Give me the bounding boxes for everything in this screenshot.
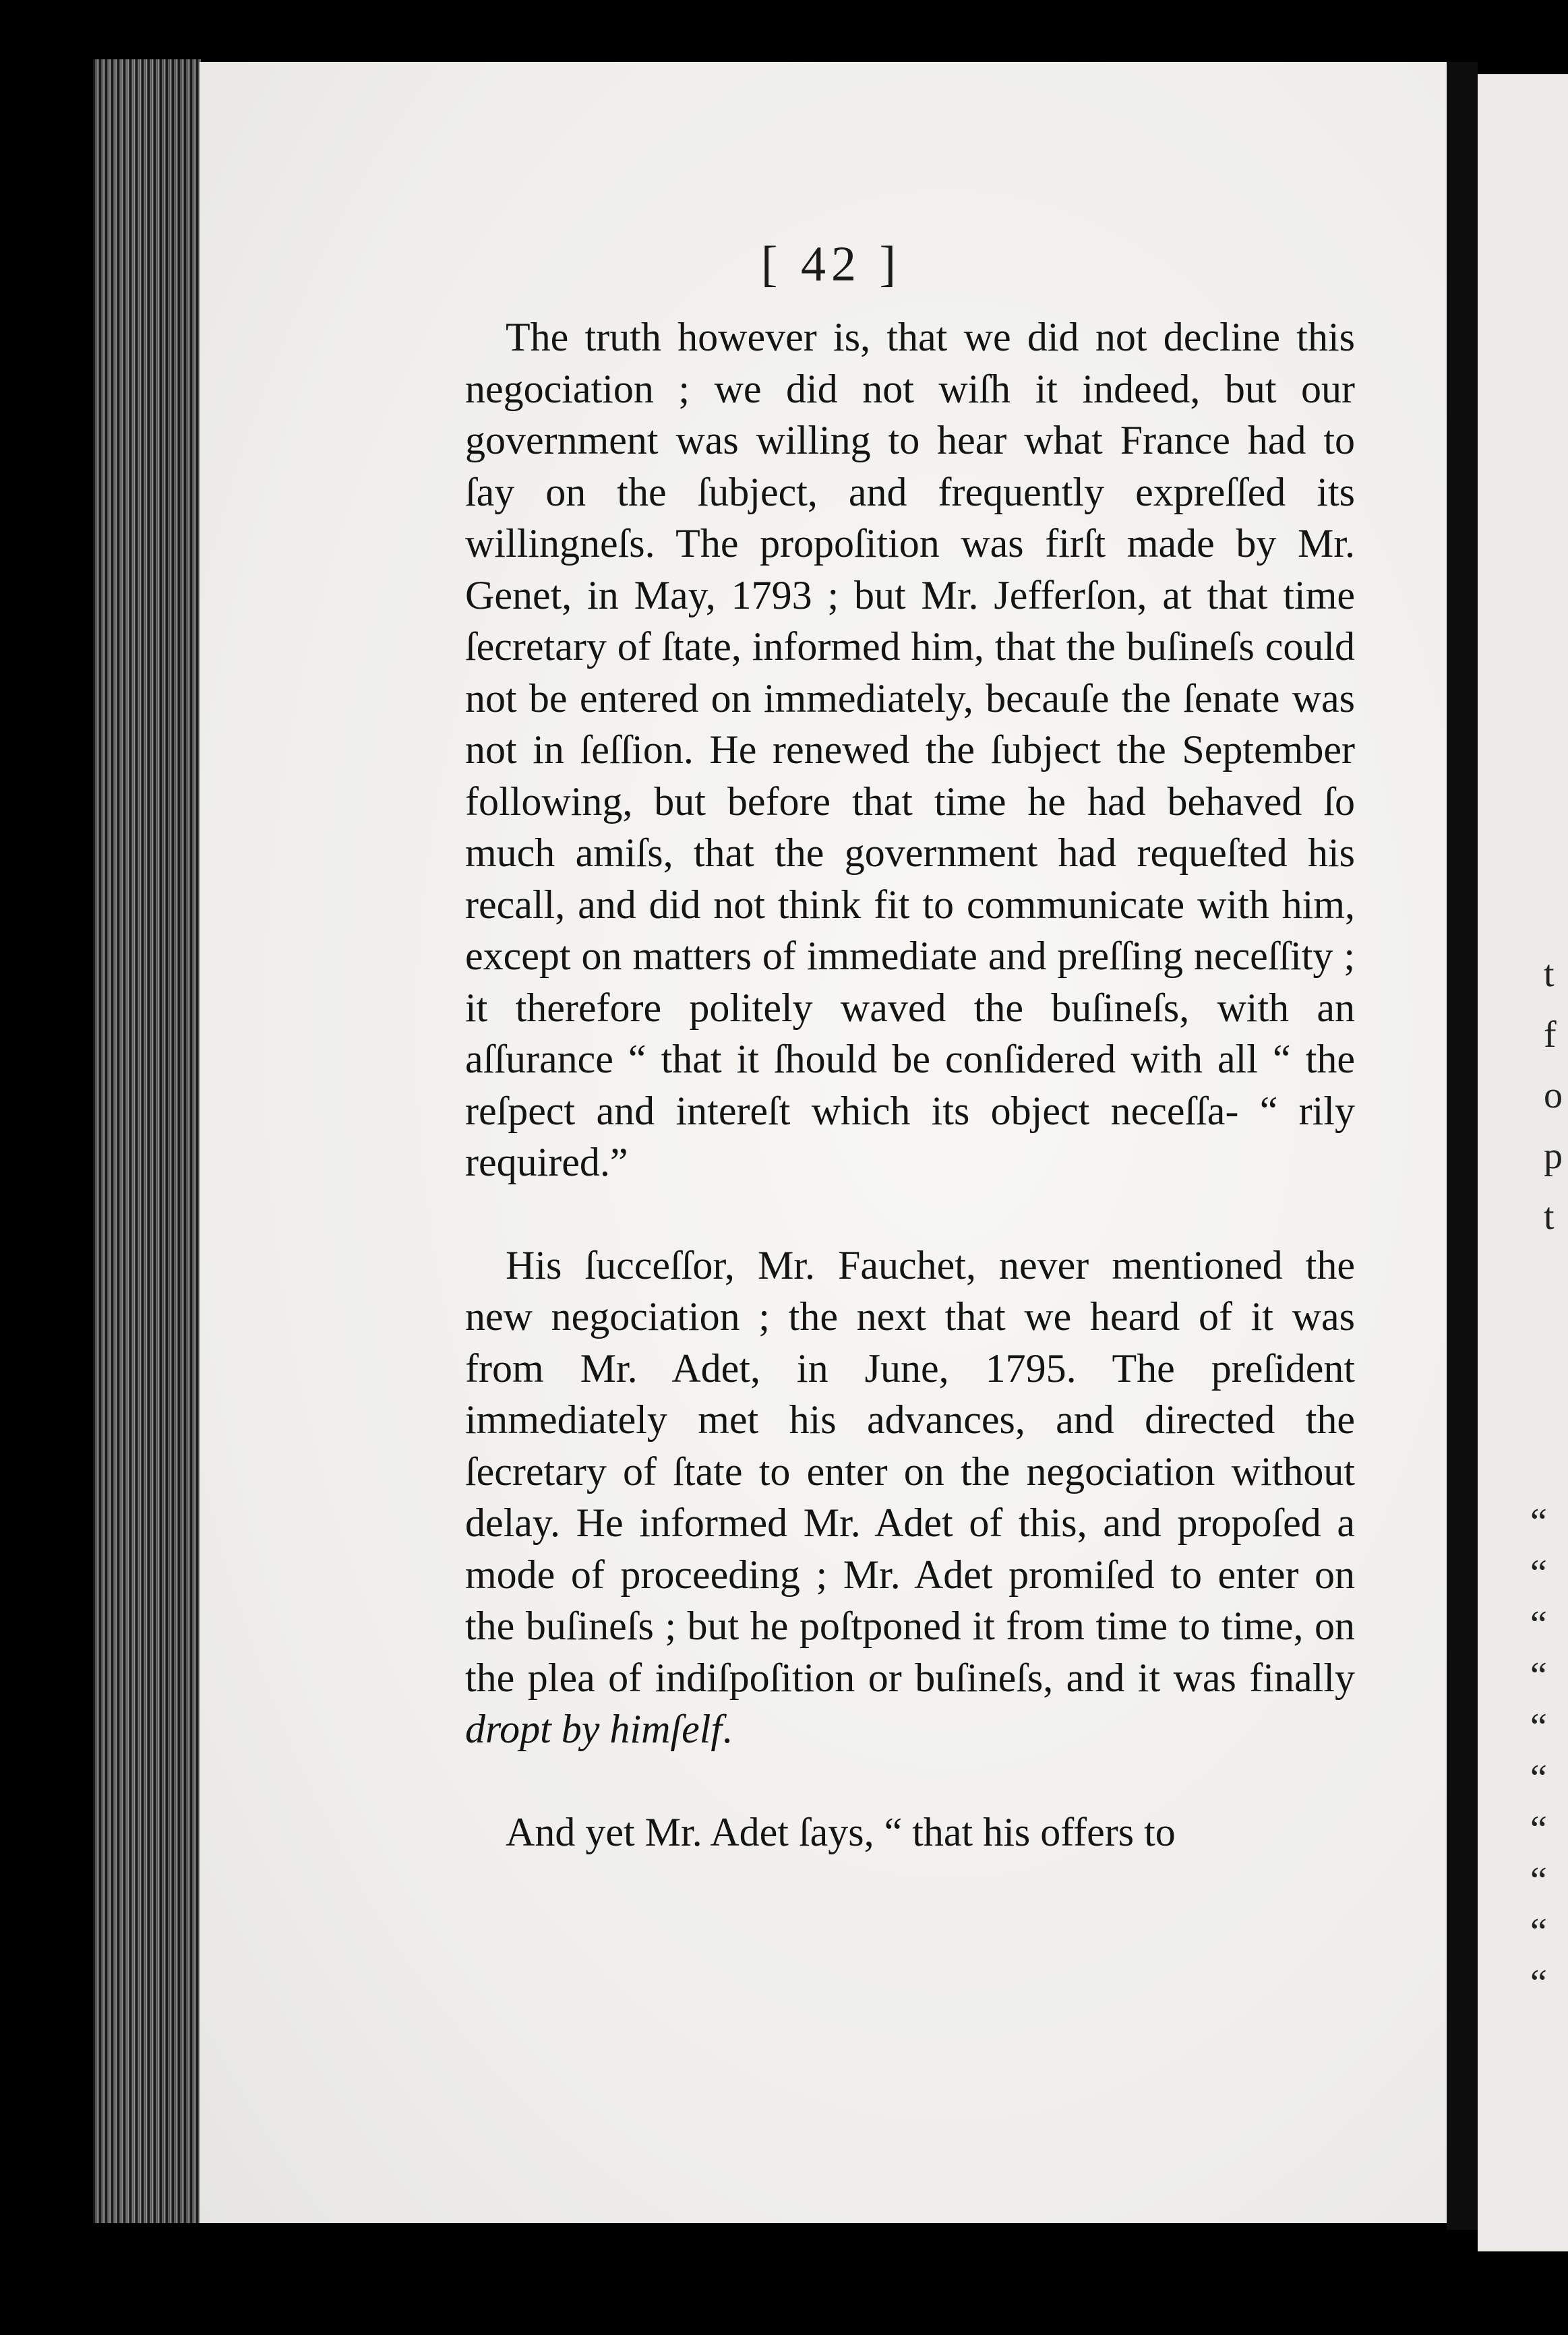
body-text [465,311,1355,1858]
facing-letter: p [1544,1135,1563,1177]
paragraph-text: The truth however is, that we did not decline this negociation ; we did not wiſh it indeed, but our government was willing to hear what France had to ſay on the ſubject, and frequently expreſſed its willingneſs. The propoſition was firſt made by Mr. Genet, in May, 1793 ; but Mr. Jefferſon, at that time ſecretary of ſtate, informed him, that the buſineſs could not be entered on immediately, becauſe the ſenate was not in ſeſſion. He renewed the ſubject the September following, but before that time he had behaved ſo much amiſs, that the government had requeſted his recall, and did not think fit to communicate with him, except on matters of immediate and preſſing neceſſity ; it therefore politely waved the buſineſs, with an aſſurance “ that it ſhould be conſidered with all “ the reſpect and intereſt which its object neceſſa- “ rily required.” [465,315,1355,1184]
page-number: [ 42 ] [760,237,902,292]
facing-quote: “ [1530,1706,1547,1748]
facing-quote: “ [1530,1501,1547,1543]
facing-quote: “ [1530,1809,1547,1850]
facing-letter: f [1544,1014,1557,1056]
facing-quote: “ [1530,1604,1547,1645]
paragraph [465,1240,1355,1755]
facing-page-letters [1544,944,1568,1247]
italic-phrase: dropt by himſelf [465,1707,723,1751]
facing-letter: t [1544,953,1555,995]
paragraph-text: His ſucceſſor, Mr. Fauchet, never mentioned the new negociation ; the next that we heard of it was from Mr. Adet, in June, 1795. The preſident immediately met his advances, and directed the ſecretary of ſtate to enter on the negociation without delay. He informed Mr. Adet of this, and propoſed a mode of proceeding ; Mr. Adet promiſed to enter on the buſineſs ; but he poſtponed it from time to time, on the plea of indiſpoſition or buſineſs, and it was finally [465,1242,1355,1700]
facing-quote: “ [1530,1962,1547,2004]
paragraph [465,311,1355,1188]
facing-letter: t [1544,1196,1555,1238]
facing-page-quotes [1530,1496,1568,2009]
book-gutter [1447,62,1478,2230]
facing-quote: “ [1530,1655,1547,1697]
facing-quote: “ [1530,1860,1547,1902]
facing-quote: “ [1530,1911,1547,1953]
facing-quote: “ [1530,1552,1547,1594]
book-fore-edge [93,59,201,2223]
facing-letter: o [1544,1074,1563,1116]
facing-quote: “ [1530,1757,1547,1799]
paragraph [465,1807,1355,1858]
paragraph-text: And yet Mr. Adet ſays, “ that his offers to [506,1809,1176,1854]
paragraph-end: . [722,1707,733,1751]
